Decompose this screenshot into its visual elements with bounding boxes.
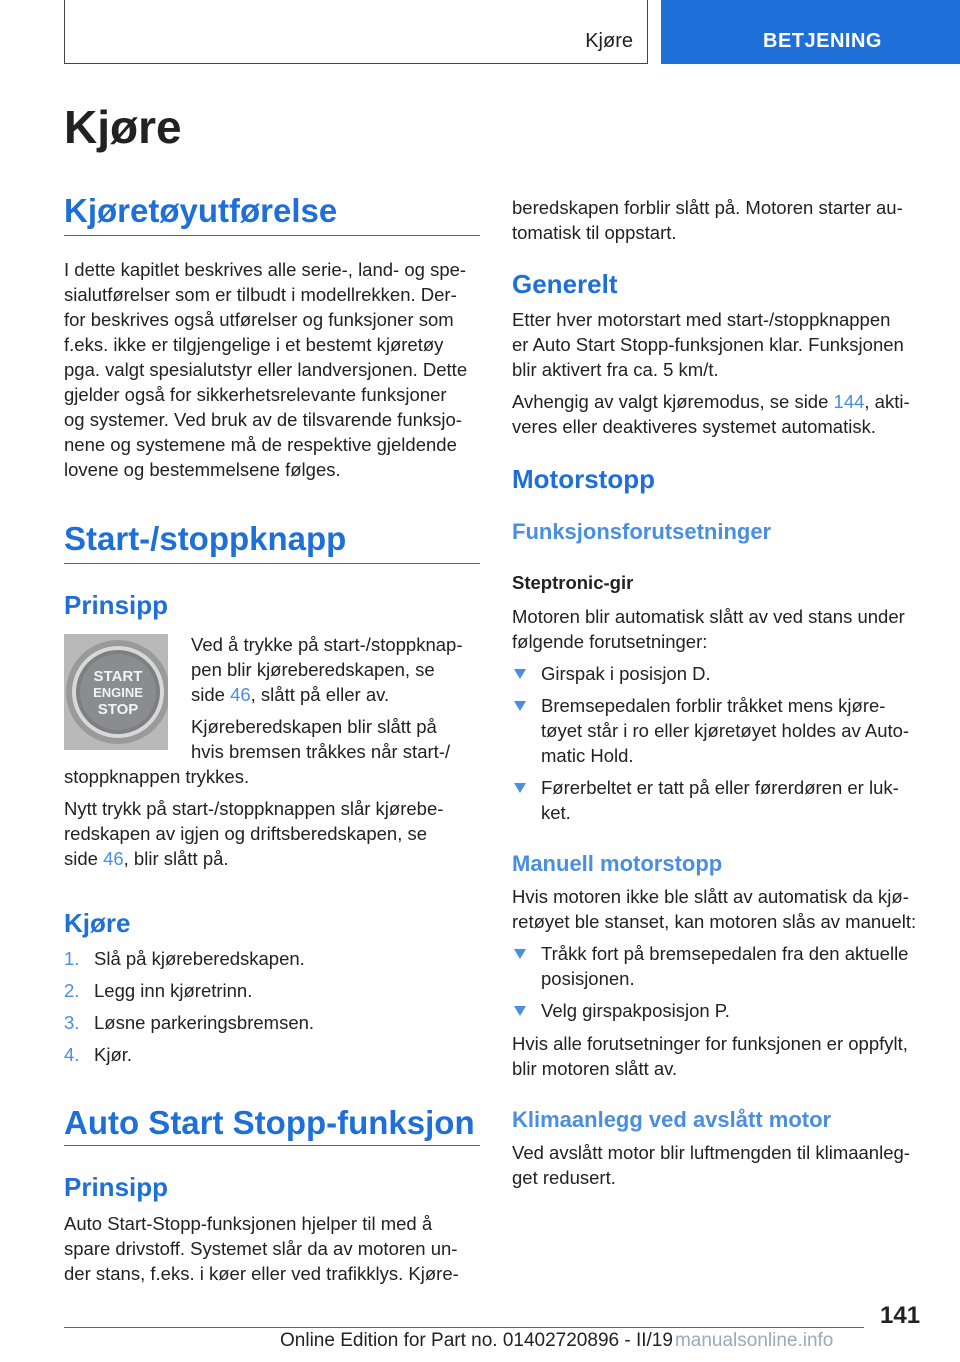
- bullet-text: Bremsepedalen forblir tråkket mens kjøre-: [541, 695, 886, 716]
- footer-rule: [64, 1327, 864, 1328]
- text-line: I dette kapitlet beskrives alle serie-, land- og spe-: [64, 259, 467, 280]
- text-line: pen blir kjøreberedskapen, se: [191, 659, 435, 680]
- bullet-text: tøyet står i ro eller kjøretøyet holdes av Auto-: [541, 720, 910, 741]
- bullet-text: Tråkk fort på bremsepedalen fra den aktuelle: [541, 943, 909, 964]
- text-line: Kjøreberedskapen blir slått på: [191, 716, 437, 737]
- subsubsection-klimaanlegg: Klimaanlegg ved avslått motor: [512, 1107, 832, 1132]
- text-line: lovene og bestemmelsene følges.: [64, 459, 341, 480]
- text-line: beredskapen forblir slått på. Motoren starter au-: [512, 197, 903, 218]
- subsection-motorstopp: Motorstopp: [512, 464, 655, 494]
- bullet-triangle-icon: [514, 1006, 526, 1016]
- button-label-engine: ENGINE: [93, 685, 143, 700]
- header-chapter-tab[interactable]: [661, 0, 960, 64]
- text-line: der stans, f.eks. i køer eller ved trafikklys. Kjøre-: [64, 1263, 459, 1284]
- bullet-triangle-icon: [514, 783, 526, 793]
- watermark-text: manualsonline.info: [674, 1330, 834, 1351]
- text-line: f.eks. ikke er tilgjengelige i et bestemt kjøretøy: [64, 334, 444, 355]
- section-title-kjoretoyutforelse: Kjøretøyutførelse: [64, 192, 338, 229]
- page-title: Kjøre: [64, 101, 182, 153]
- page-number: 141: [880, 1302, 921, 1329]
- step-text: Løsne parkeringsbremsen.: [94, 1012, 315, 1033]
- text-line: følgende forutsetninger:: [512, 631, 708, 652]
- page-link-144[interactable]: 144: [833, 391, 865, 412]
- text-line: hvis bremsen tråkkes når start-/: [191, 741, 451, 762]
- text-line: get redusert.: [512, 1167, 616, 1188]
- subsubsection-manuell-motorstopp: Manuell motorstopp: [512, 851, 723, 876]
- text-line: pga. valgt spesialutstyr eller landversjonen. Dette: [64, 359, 468, 380]
- text-line: Etter hver motorstart med start-/stoppknappen: [512, 309, 891, 330]
- text-span: , blir slått på.: [123, 848, 229, 869]
- subsection-prinsipp: Prinsipp: [64, 590, 169, 620]
- text-span: side: [64, 848, 104, 869]
- bullet-triangle-icon: [514, 669, 526, 679]
- step-text: Kjør.: [94, 1044, 133, 1065]
- text-line: nene og systemene må de respektive gjeldende: [64, 434, 457, 455]
- subsection-prinsipp-2: Prinsipp: [64, 1172, 169, 1202]
- section-rule: [64, 563, 480, 564]
- section-title-auto-start-stopp: Auto Start Stopp-funksjon: [64, 1104, 475, 1141]
- text-line: redskapen av igjen og driftsberedskapen, se: [64, 823, 428, 844]
- bullet-triangle-icon: [514, 949, 526, 959]
- text-line: spare drivstoff. Systemet slår da av motoren un-: [64, 1238, 458, 1259]
- text-line: [191, 682, 389, 707]
- text-line: gjelder også for sikkerhetsrelevante funksjoner: [64, 384, 447, 405]
- text-line: og systemer. Ved bruk av de tilsvarende funksjo-: [64, 409, 462, 430]
- subsubsection-funksjonsforutsetninger: Funksjonsforutsetninger: [512, 519, 772, 544]
- text-line: sialutførelser som er tilbudt i modellrekken. Der-: [64, 284, 457, 305]
- page-link-46[interactable]: 46: [103, 848, 124, 869]
- bullet-text: ket.: [541, 802, 571, 823]
- heading-steptronic-gir: Steptronic-gir: [512, 572, 634, 593]
- text-line: [512, 389, 910, 414]
- button-label-start: START: [93, 668, 143, 685]
- text-span: side: [191, 684, 231, 705]
- text-span: , akti-: [864, 391, 910, 412]
- bullet-text: Girspak i posisjon D.: [541, 663, 711, 684]
- text-line: blir motoren slått av.: [512, 1058, 678, 1079]
- bullet-text: matic Hold.: [541, 745, 634, 766]
- text-line: veres eller deaktiveres systemet automatisk.: [512, 416, 876, 437]
- text-line: Motoren blir automatisk slått av ved stans under: [512, 606, 905, 627]
- text-line: tomatisk til oppstart.: [512, 222, 677, 243]
- page-link-46[interactable]: 46: [230, 684, 251, 705]
- text-span: , slått på eller av.: [250, 684, 390, 705]
- text-line: retøyet ble stanset, kan motoren slås av manuelt:: [512, 911, 917, 932]
- bullet-triangle-icon: [514, 701, 526, 711]
- text-line: blir aktivert fra ca. 5 km/t.: [512, 359, 719, 380]
- button-label-stop: STOP: [97, 701, 139, 718]
- text-line: er Auto Start Stopp-funksjonen klar. Funksjonen: [512, 334, 904, 355]
- footer-edition: [280, 1330, 833, 1352]
- subsection-generelt: Generelt: [512, 269, 618, 299]
- section-rule: [64, 235, 480, 236]
- subsection-kjore: Kjøre: [64, 908, 131, 938]
- text-line: Nytt trykk på start-/stoppknappen slår kjørebe-: [64, 798, 444, 819]
- text-line: Ved å trykke på start-/stoppknap-: [191, 634, 463, 655]
- step-number: 4.: [64, 1044, 80, 1065]
- section-rule: [64, 1145, 480, 1146]
- text-line: Auto Start-Stopp-funksjonen hjelper til med å: [64, 1213, 433, 1234]
- text-line: for beskrives også utførelser og funksjoner som: [64, 309, 454, 330]
- bullet-text: Førerbeltet er tatt på eller førerdøren er luk-: [541, 777, 899, 798]
- text-line: Hvis motoren ikke ble slått av automatisk da kjø-: [512, 886, 909, 907]
- step-text: Legg inn kjøretrinn.: [94, 980, 253, 1001]
- text-line: stoppknappen trykkes.: [64, 766, 250, 787]
- start-stop-button-image: [64, 634, 168, 750]
- bullet-text: posisjonen.: [541, 968, 635, 989]
- text-span: Avhengig av valgt kjøremodus, se side: [512, 391, 834, 412]
- section-title-start-stoppknapp: Start-/stoppknapp: [64, 520, 347, 557]
- step-number: 2.: [64, 980, 80, 1001]
- header-section-box: [64, 0, 648, 64]
- header-section: Kjøre: [585, 30, 633, 52]
- bullet-text: Velg girspakposisjon P.: [541, 1000, 730, 1021]
- start-stop-button-icon: [64, 634, 168, 750]
- text-line: [64, 846, 229, 871]
- step-number: 1.: [64, 948, 80, 969]
- step-number: 3.: [64, 1012, 80, 1033]
- edition-text: Online Edition for Part no. 01402720896 - II/19: [280, 1330, 673, 1351]
- text-line: Ved avslått motor blir luftmengden til klimaanleg-: [512, 1142, 910, 1163]
- header-chapter: BETJENING: [763, 30, 882, 52]
- step-text: Slå på kjøreberedskapen.: [94, 948, 305, 969]
- text-line: Hvis alle forutsetninger for funksjonen er oppfylt,: [512, 1033, 908, 1054]
